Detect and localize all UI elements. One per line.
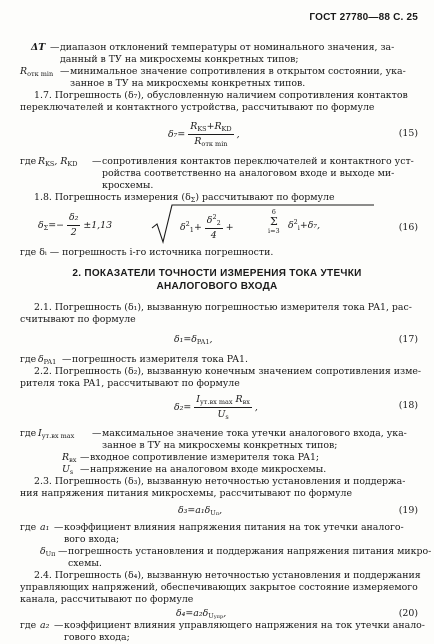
paragraph-line: переключателей и контактного устройства, рассчитывают по формуле	[20, 102, 375, 113]
paragraph-line: 2.4. Погрешность (δ₄), вызванную неточностью установления и поддержания	[34, 570, 421, 581]
dash: —	[54, 522, 64, 533]
def-text-line: диапазон отклонений температуры от номинального значения, за-	[60, 42, 395, 53]
equation-15: δ₇= $\frac{R_{KS}+R_{KD}}{R_{отк min}}$ ,	[168, 121, 240, 149]
def-text-line: напряжение на аналоговом входе микросхемы.	[90, 464, 327, 475]
delta-t-symbol: ΔT	[31, 42, 46, 53]
equation-19: $\delta_3=a_1\delta_{Uп}$,	[178, 505, 223, 517]
paragraph-line: 1.7. Погрешность (δ₇), обусловленную наличием сопротивления контактов	[34, 90, 408, 101]
paragraph-line: рителя тока PA1, рассчитывают по формуле	[20, 378, 240, 389]
where-line: где δᵢ — погрешность i-го источника погрешности.	[20, 247, 274, 258]
r-otk-min-symbol: $R_{отк min}$	[20, 66, 54, 78]
paragraph-line: считывают по формуле	[20, 314, 136, 325]
equation-number: (17)	[398, 334, 418, 345]
paragraph-line: ния напряжения питания микросхемы, рассчитывают по формуле	[20, 488, 353, 499]
def-text-line: коэффициент влияния напряжения питания на ток утечки аналого-	[64, 522, 404, 533]
dash: —	[54, 620, 64, 631]
paragraph-line: 2.1. Погрешность (δ₁), вызванную погрешностью измерителя тока PA1, рас-	[34, 302, 412, 313]
delta-up-symbol: $\delta_{Uп}$	[40, 546, 56, 558]
def-text-line: ройства соответственно на аналоговом входе и выходе ми-	[102, 168, 395, 179]
dash: —	[62, 354, 72, 365]
equation-18: δ₂= $\frac{I_{ут.вх max} R_{вх}}{U_s}$ ,	[174, 394, 258, 422]
paragraph-line: 2.3. Погрешность (δ₃), вызванную неточностью установления и поддержа-	[34, 476, 406, 487]
equation-number: (19)	[398, 505, 418, 516]
r-in-symbol: $R_{вх}$	[62, 452, 77, 464]
def-text-line: коэффициент влияния управляющего напряжения на ток утечки анало-	[64, 620, 425, 631]
where-label: где	[20, 354, 37, 365]
def-text-line: погрешность установления и поддержания напряжения питания микро-	[68, 546, 432, 557]
equation-number: (18)	[398, 400, 418, 411]
equation-number: (16)	[398, 222, 418, 233]
def-text-line: сопротивления контактов переключателей и контактного уст-	[102, 156, 414, 167]
sum-operator: 6 Σ i=3	[268, 208, 280, 236]
def-text-line: вого входа;	[64, 534, 120, 545]
dash: —	[60, 66, 70, 77]
where-label: где	[20, 428, 37, 439]
dash: —	[58, 546, 68, 557]
def-text-line: минимальное значение сопротивления в открытом состоянии, ука-	[70, 66, 406, 77]
delta-pa1-symbol: $\delta_{PA1}$	[38, 354, 57, 366]
def-text-line: максимальное значение тока утечки аналогового входа, ука-	[102, 428, 407, 439]
u-s-symbol: $U_s$	[62, 464, 74, 476]
equation-16: $\delta_\Sigma=-$ $\frac{\text{δ₂}}{2}$ ±1,13	[38, 212, 113, 238]
paragraph-line: 2.2. Погрешность (δ₂), вызванную конечным значением сопротивления изме-	[34, 366, 422, 377]
section-title: 2. ПОКАЗАТЕЛИ ТОЧНОСТИ ИЗМЕРЕНИЯ ТОКА УТЕЧКИ	[72, 268, 362, 279]
dash: —	[92, 428, 102, 439]
dash: —	[80, 464, 90, 475]
def-text-line: схемы.	[68, 558, 102, 569]
where-label: где	[20, 522, 37, 533]
paragraph-line: управляющих напряжений, обеспечивающих закрытое состояние измеряемого	[20, 582, 418, 593]
equation-number: (15)	[398, 128, 418, 139]
dash: —	[80, 452, 90, 463]
i-leak-symbol: $I_{ут.вх max}$	[38, 428, 75, 440]
a2-symbol: a₂	[40, 620, 50, 631]
def-text-line: данный в ТУ на микросхемы конкретных типов;	[60, 54, 299, 65]
where-label: где	[20, 620, 37, 631]
equation-20: $\delta_4=a_2\delta_{Uупр}$,	[176, 608, 227, 620]
def-text-line: погрешность измерителя тока PA1.	[72, 354, 248, 365]
where-label: где	[20, 156, 37, 167]
equation-number: (20)	[398, 608, 418, 619]
def-text-line: занное в ТУ на микросхемы конкретных типов.	[70, 78, 306, 89]
dash: —	[92, 156, 102, 167]
paragraph-line: канала, рассчитывают по формуле	[20, 594, 194, 605]
section-title: АНАЛОГОВОГО ВХОДА	[156, 281, 278, 292]
def-text-line: занное в ТУ на микросхемы конкретных типов;	[102, 440, 338, 451]
def-text-line: гового входа;	[64, 632, 130, 643]
def-text-line: кросхемы.	[102, 180, 154, 191]
a1-symbol: a₁	[40, 522, 50, 533]
dash: —	[50, 42, 60, 53]
def-text-line: входное сопротивление измерителя тока PA1;	[90, 452, 320, 463]
page-header: ГОСТ 27780—88 С. 25	[309, 12, 418, 23]
radicand: $\delta^2_1+$ $\frac{\delta^2_2}{4}$ +	[180, 213, 234, 242]
paragraph-line: 1.8. Погрешность измерения $(\delta_\Sigma)$ рассчитывают по формуле	[34, 192, 335, 204]
radicand-tail: $\delta^2_i+\delta_7$,	[288, 218, 321, 232]
equation-17: $\delta_1=\delta_{PA1}$,	[174, 334, 213, 346]
r-ks-kd-symbol: $R_{KS}$, $R_{KD}$	[38, 156, 78, 168]
